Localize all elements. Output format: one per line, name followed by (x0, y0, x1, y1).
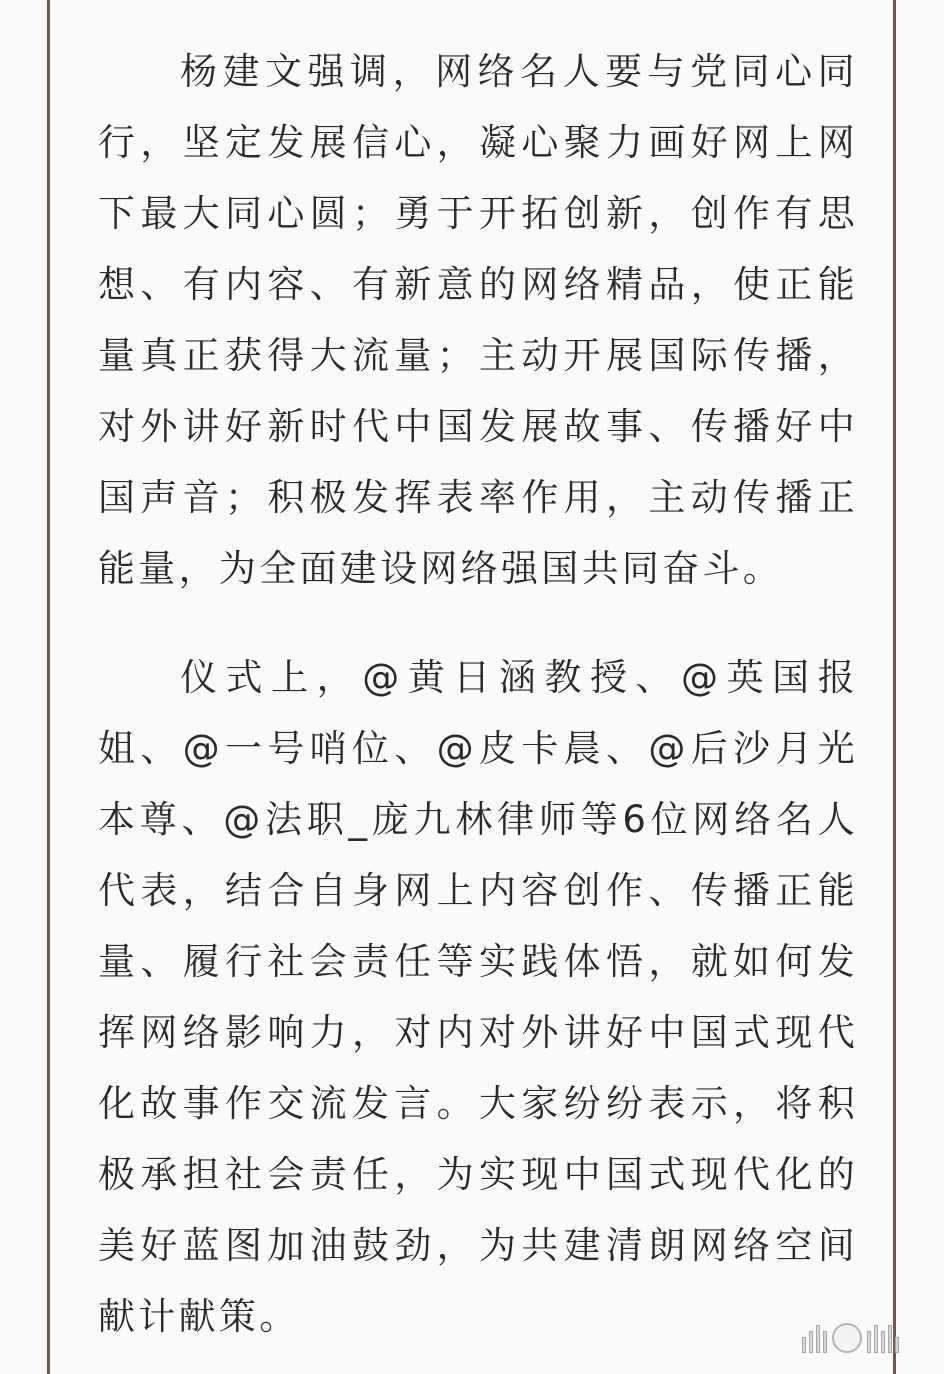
article-paragraph-1: 杨建文强调，网络名人要与党同心同行，坚定发展信心，凝心聚力画好网上网下最大同心圆；勇于开拓创新，创作有思想、有内容、有新意的网络精品，使正能量真正获得大流量；主动开展国际传播，对外讲好新时代中国发展故事、传播好中国声音；积极发挥表率作用，主动传播正能量，为全面建设网络强国共同奋斗。 (98, 50, 858, 590)
watermark-circle-icon (832, 1323, 862, 1353)
platform-watermark-icon (802, 1316, 899, 1360)
article-paragraph-2: 仪式上，@黄日涵教授、@英国报姐、@一号哨位、@皮卡晨、@后沙月光本尊、@法职_庞九林律师等6位网络名人代表，结合自身网上内容创作、传播正能量、履行社会责任等实践体悟，就如何发挥网络影响力，对内对外讲好中国式现代化故事作交流发言。大家纷纷表示，将积极承担社会责任，为实现中国式现代化的美好蓝图加油鼓劲，为共建清朗网络空间献计献策。 (98, 656, 858, 1338)
watermark-bars-left-icon (802, 1323, 827, 1353)
article-body (98, 36, 858, 1352)
right-border-line (893, 0, 896, 1374)
left-border-line (47, 0, 50, 1374)
watermark-bars-right-icon (867, 1323, 899, 1353)
